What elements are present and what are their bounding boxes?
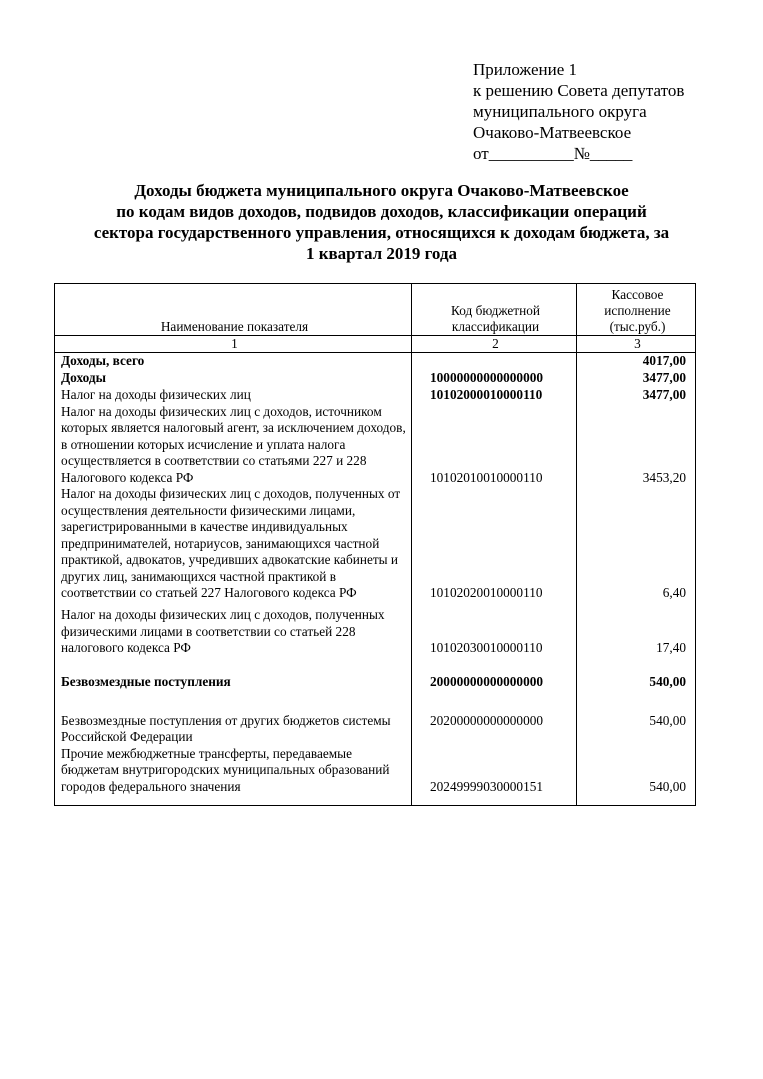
appendix-line: к решению Совета депутатов	[473, 81, 685, 100]
column-number: 2	[412, 336, 577, 353]
table-row	[55, 404, 696, 487]
appendix-line: Очаково-Матвеевское	[473, 123, 632, 142]
row-code: 20249999030000151	[412, 746, 577, 806]
income-table	[54, 283, 696, 806]
title-line: сектора государственного управления, относящихся к доходам бюджета, за	[93, 223, 670, 242]
row-code: 20000000000000000	[412, 657, 577, 693]
title-line: по кодам видов доходов, подвидов доходов, классификации операций	[116, 202, 647, 221]
row-code: 10102020010000110	[412, 486, 577, 602]
row-amount: 3453,20	[577, 404, 696, 487]
header-budget-code: Код бюджетной классификации	[412, 284, 577, 336]
row-name: Доходы, всего	[55, 353, 412, 370]
row-amount: 6,40	[577, 486, 696, 602]
column-number-row	[55, 336, 696, 353]
title-line: Доходы бюджета муниципального округа Очаково-Матвеевское	[134, 181, 629, 200]
row-code: 10102010010000110	[412, 404, 577, 487]
row-code: 20200000000000000	[412, 693, 577, 746]
row-name: Налог на доходы физических лиц с доходов, полученных физическими лицами в соответствии со статьей 228 налогового кодекса РФ	[55, 602, 412, 657]
table-row	[55, 693, 696, 746]
row-amount: 4017,00	[577, 353, 696, 370]
table-row	[55, 353, 696, 370]
table-row	[55, 657, 696, 693]
row-amount: 3477,00	[577, 370, 696, 387]
table-row	[55, 387, 696, 404]
row-name: Безвозмездные поступления	[55, 657, 412, 693]
document-title	[40, 180, 723, 264]
table-header-row	[55, 284, 696, 336]
row-name: Прочие межбюджетные трансферты, передаваемые бюджетам внутригородских муниципальных образований городов федерального значения	[55, 746, 412, 806]
column-number: 1	[55, 336, 412, 353]
appendix-line: муниципального округа	[473, 102, 647, 121]
column-number: 3	[577, 336, 696, 353]
row-code: 10000000000000000	[412, 370, 577, 387]
row-name: Безвозмездные поступления от других бюджетов системы Российской Федерации	[55, 693, 412, 746]
header-cash-execution: Кассовое исполнение (тыс.руб.)	[577, 284, 696, 336]
appendix-line: от__________№_____	[473, 144, 633, 163]
header-indicator-name: Наименование показателя	[55, 284, 412, 336]
table-row	[55, 746, 696, 806]
appendix-note	[473, 59, 753, 164]
table-row	[55, 602, 696, 657]
table-row	[55, 370, 696, 387]
row-amount: 540,00	[577, 657, 696, 693]
row-amount: 17,40	[577, 602, 696, 657]
row-code	[412, 353, 577, 370]
row-amount: 3477,00	[577, 387, 696, 404]
row-code: 10102000010000110	[412, 387, 577, 404]
row-amount: 540,00	[577, 693, 696, 746]
row-name: Доходы	[55, 370, 412, 387]
table-row	[55, 486, 696, 602]
row-name: Налог на доходы физических лиц с доходов, полученных от осуществления деятельности физическими лицами, зарегистрированными в качестве индивидуальных предпринимателей, нотариусов, занимающихся частной практикой, адвокатов, учредивших адвокатские кабинеты и других лиц, занимающихся частной практикой в соответствии со статьей 227 Налогового кодекса РФ	[55, 486, 412, 602]
row-amount: 540,00	[577, 746, 696, 806]
row-name: Налог на доходы физических лиц	[55, 387, 412, 404]
row-name: Налог на доходы физических лиц с доходов, источником которых является налоговый агент, за исключением доходов, в отношении которых исчисление и уплата налога осуществляется в соответствии со статьями 227 и 228 Налогового кодекса РФ	[55, 404, 412, 487]
row-code: 10102030010000110	[412, 602, 577, 657]
title-line: 1 квартал 2019 года	[305, 244, 458, 263]
appendix-line: Приложение 1	[473, 60, 577, 79]
